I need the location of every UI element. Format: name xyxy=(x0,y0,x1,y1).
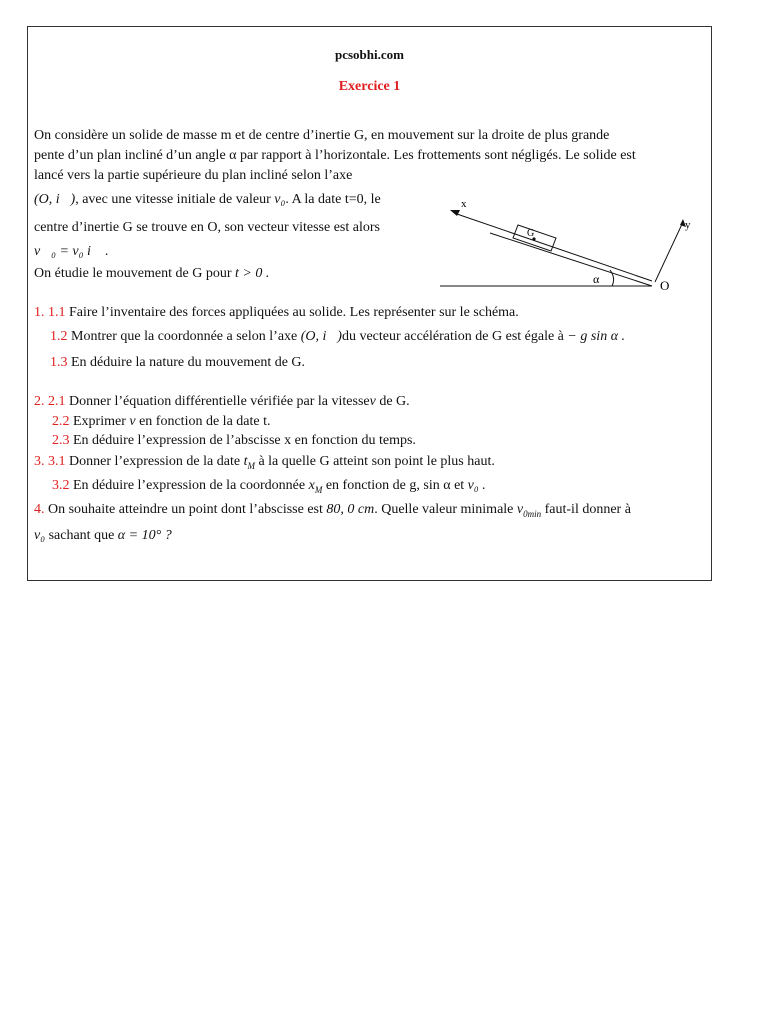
block-g-label: G xyxy=(527,228,535,239)
q1-2-text-b: du vecteur accélération de G est égale à xyxy=(341,329,564,344)
q2-3-text: En déduire l’expression de l’abscisse x en fonction du temps. xyxy=(73,433,416,448)
question-4-line-2 xyxy=(34,526,172,546)
intro-line-3: lancé vers la partie supérieure du plan incliné selon l’axe xyxy=(34,168,353,183)
q2-2-text-a: Exprimer xyxy=(73,414,126,429)
x-axis-arrowhead xyxy=(450,210,460,216)
incline-lower xyxy=(490,233,652,286)
q3-number: 3. xyxy=(34,454,45,469)
question-3-2 xyxy=(52,476,486,500)
alpha-label: α xyxy=(593,272,600,286)
q1-2-number: 1.2 xyxy=(50,329,68,344)
intro-line-7-text: On étudie le mouvement de G pour xyxy=(34,266,232,281)
q4-text-b: . Quelle valeur minimale xyxy=(374,502,514,517)
q3-2-v0: v₀ . xyxy=(467,478,486,493)
q1-1-number: 1.1 xyxy=(48,305,66,320)
q3-2-x-sub: M xyxy=(314,484,323,495)
q3-2-text-b: en fonction de g, sin α et xyxy=(325,478,465,493)
q4-v: v xyxy=(516,502,524,517)
x-axis-label: x xyxy=(461,198,467,210)
q3-1-t-sub: M xyxy=(247,460,255,471)
intro-line-6: v⃗₀ = v₀ i⃗ . xyxy=(34,244,109,259)
inclined-plane-figure xyxy=(440,195,710,295)
intro-line-1: On considère un solide de masse m et de centre d’inertie G, en mouvement sur la droite de plus grande xyxy=(34,128,610,143)
intro-line-4-end: . A la date t=0, le xyxy=(285,192,381,207)
q2-number: 2. xyxy=(34,394,45,409)
y-axis-label: y xyxy=(685,219,691,231)
q3-1-text-a: Donner l’expression de la date xyxy=(69,454,241,469)
intro-line-7 xyxy=(34,264,269,284)
q2-1-text-a: Donner l’équation différentielle vérifiée par la vitesse xyxy=(69,394,370,409)
q4-number: 4. xyxy=(34,502,45,517)
q1-1-text: Faire l’inventaire des forces appliquées au solide. Les représenter sur le schéma. xyxy=(69,305,519,320)
question-4-line-1 xyxy=(34,500,631,524)
q1-2-axis: (O, i⃗) xyxy=(300,329,342,344)
q4-v0: v₀ xyxy=(34,528,46,543)
intro-line-4 xyxy=(34,190,381,210)
intro-line-4-text: , avec une vitesse initiale de valeur xyxy=(75,192,271,207)
y-axis-line xyxy=(655,222,683,282)
q1-3-number: 1.3 xyxy=(50,355,68,370)
q2-3-number: 2.3 xyxy=(52,433,70,448)
q4-text-c: faut-il donner à xyxy=(544,502,631,517)
exercise-title: Exercice 1 xyxy=(338,79,401,94)
question-1-3 xyxy=(50,353,305,373)
intro-line-5: centre d’inertie G se trouve en O, son vecteur vitesse est alors xyxy=(34,220,380,235)
q3-2-text-a: En déduire l’expression de la coordonnée xyxy=(73,478,306,493)
q2-2-text-b: en fonction de la date t. xyxy=(139,414,271,429)
q2-1-text-b: de G. xyxy=(379,394,410,409)
question-2-2 xyxy=(52,412,271,432)
q4-text-a: On souhaite atteindre un point dont l’abscisse est xyxy=(48,502,323,517)
q4-value: 80, 0 cm xyxy=(326,502,375,517)
q3-2-number: 3.2 xyxy=(52,478,70,493)
q1-2-text-a: Montrer que la coordonnée a selon l’axe xyxy=(71,329,298,344)
q1-2-expression: − g sin α . xyxy=(567,329,626,344)
origin-label: O xyxy=(660,278,670,293)
q4-text-d: sachant que xyxy=(48,528,115,543)
q1-3-text: En déduire la nature du mouvement de G. xyxy=(71,355,306,370)
question-3-1 xyxy=(34,452,495,476)
q3-1-number: 3.1 xyxy=(48,454,66,469)
question-1-1 xyxy=(34,303,519,323)
intro-line-7-expr: t > 0 . xyxy=(235,266,270,281)
q3-1-text-b: à la quelle G atteint son point le plus haut. xyxy=(258,454,495,469)
question-2-3 xyxy=(52,431,416,451)
q2-1-v: v xyxy=(369,394,376,409)
q3-1-t: t xyxy=(243,454,248,469)
site-name: pcsobhi.com xyxy=(335,47,404,62)
q1-number: 1. xyxy=(34,305,45,320)
question-1-2 xyxy=(50,327,625,347)
q4-v-sub: 0min xyxy=(523,508,542,519)
axis-notation: (O, i⃗) xyxy=(34,192,76,207)
q3-2-x: x xyxy=(308,478,315,493)
q2-1-number: 2.1 xyxy=(48,394,66,409)
q2-2-v: v xyxy=(129,414,136,429)
v0-symbol: v₀ xyxy=(274,192,286,207)
intro-line-2: pente d’un plan incliné d’un angle α par rapport à l’horizontale. Les frottements sont négligés. Le solide est xyxy=(34,148,636,163)
q2-2-number: 2.2 xyxy=(52,414,70,429)
q4-expression: α = 10° ? xyxy=(117,528,172,543)
question-2-1 xyxy=(34,392,410,412)
